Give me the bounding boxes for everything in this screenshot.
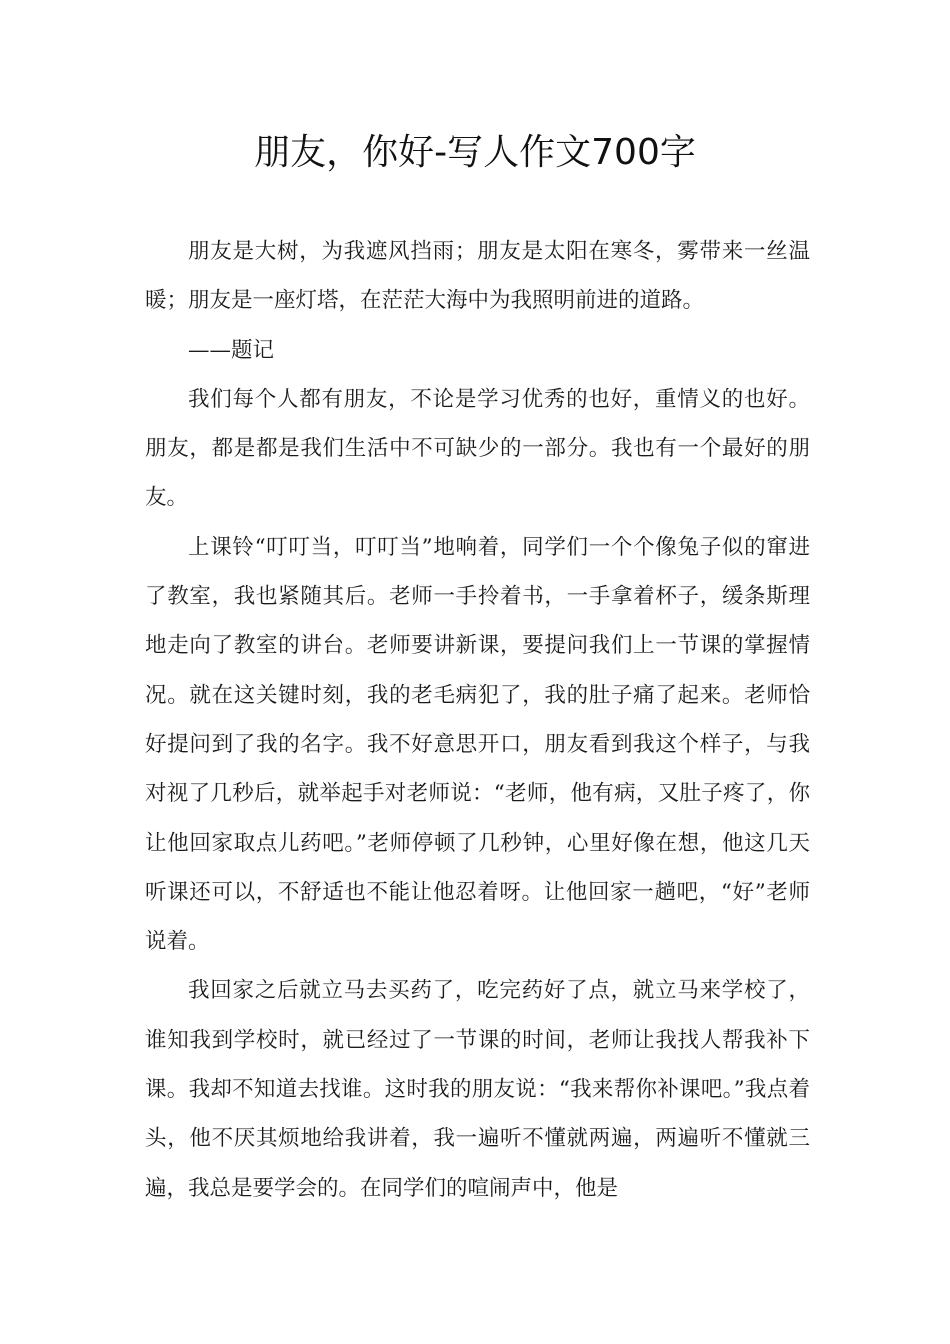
paragraph-epigraph-attribution: ——题记 bbox=[188, 337, 275, 363]
paragraph-makeup-lesson: 我回家之后就立马去买药了，吃完药好了点，就立马来学校了，谁知我到学校时，就已经过了一节课的时间，老师让我找人帮我补下课。我却不知道去找谁。这时我的朋友说：“我来帮你补课吧。”我点着头，他不厌其烦地给我讲着，我一遍听不懂就两遍，两遍听不懂就三遍，我总是要学会的。在同学们的喧闹声中，他是 bbox=[145, 978, 810, 1201]
paragraph-intro: 朋友是大树，为我遮风挡雨；朋友是太阳在寒冬，雾带来一丝温暖；朋友是一座灯塔，在茫茫大海中为我照明前进的道路。 bbox=[145, 239, 810, 314]
document-title: 朋友，你好-写人作文700字 bbox=[254, 132, 696, 173]
paragraph-class-story: 上课铃“叮叮当，叮叮当”地响着，同学们一个个像兔子似的窜进了教室，我也紧随其后。老师一手拎着书，一手拿着杯子，缓条斯理地走向了教室的讲台。老师要讲新课，要提问我们上一节课的掌握情况。就在这关键时刻，我的老毛病犯了，我的肚子痛了起来。老师恰好提问到了我的名字。我不好意思开口，朋友看到我这个样子，与我对视了几秒后，就举起手对老师说：“老师，他有病，又肚子疼了，你让他回家取点儿药吧。”老师停顿了几秒钟，心里好像在想，他这几天听课还可以，不舒适也不能让他忍着呀。让他回家一趟吧，“好”老师说着。 bbox=[145, 534, 810, 955]
paragraph-friends: 我们每个人都有朋友，不论是学习优秀的也好，重情义的也好。朋友，都是都是我们生活中不可缺少的一部分。我也有一个最好的朋友。 bbox=[145, 386, 810, 511]
document-body bbox=[145, 227, 810, 1213]
